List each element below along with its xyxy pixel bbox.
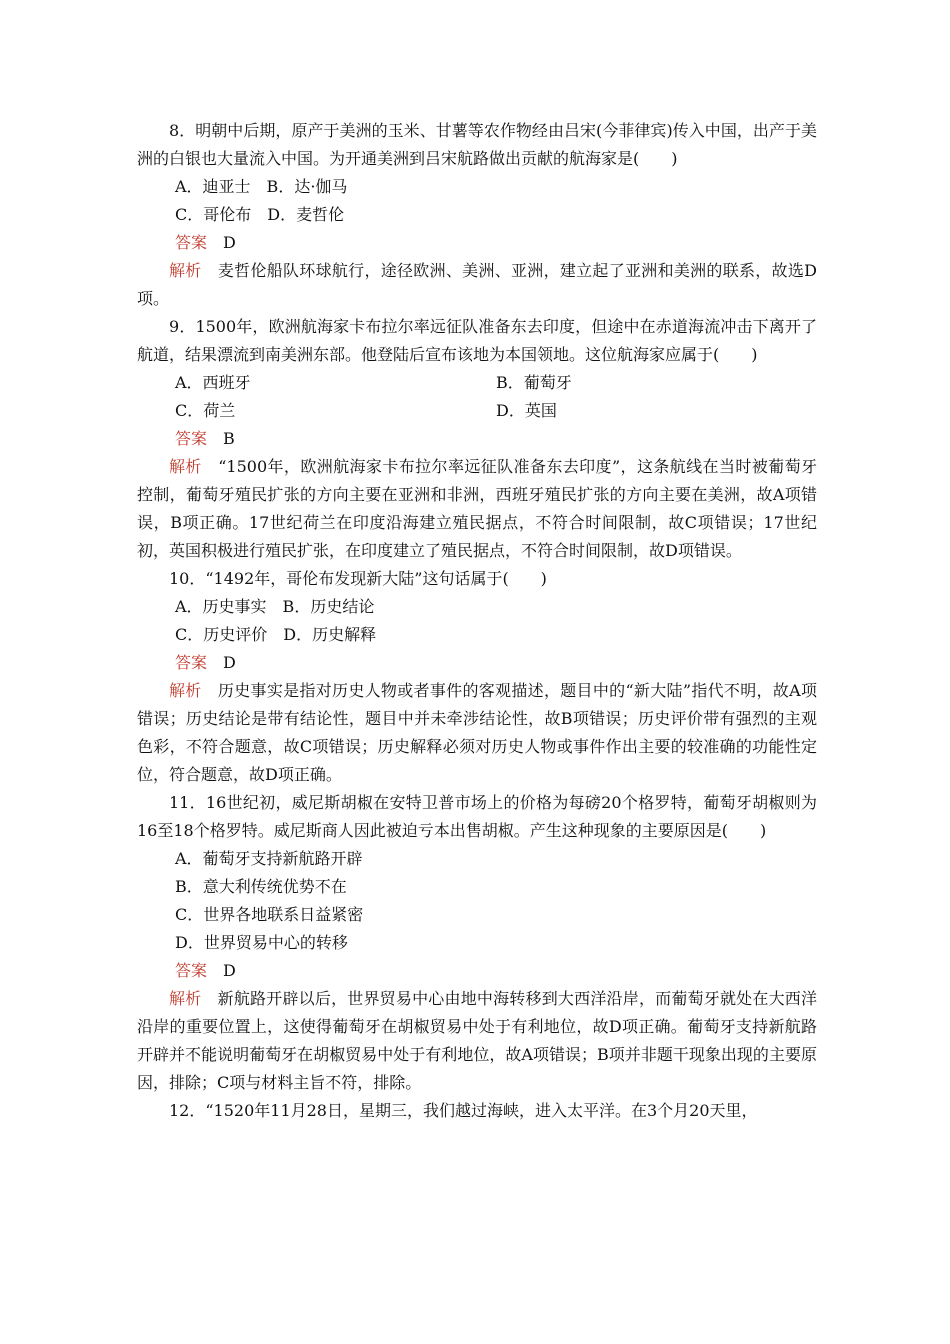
question-9-options-cd [137, 397, 817, 425]
question-12-stem: 12．“1520年11月28日，星期三，我们越过海峡，进入太平洋。在3个月20天里， [169, 1101, 758, 1120]
question-10-answer [137, 649, 817, 677]
option-c: C．荷兰 [175, 401, 236, 420]
question-9-options-ab [137, 369, 817, 397]
analysis-text: 新航路开辟以后，世界贸易中心由地中海转移到大西洋沿岸，而葡萄牙就处在大西洋沿岸的重要位置上，这使得葡萄牙在胡椒贸易中处于有利地位，故D项正确。葡萄牙支持新航路开辟并不能说明葡萄牙在胡椒贸易中处于有利地位，故A项错误；B项并非题干现象出现的主要原因，排除；C项与材料主旨不符，排除。 [137, 989, 817, 1092]
question-9-stem: 9．1500年，欧洲航海家卡布拉尔率远征队准备东去印度，但途中在赤道海流冲击下离开了航道，结果漂流到南美洲东部。他登陆后宣布该地为本国领地。这位航海家应属于( ) [137, 317, 817, 364]
question-11-option-b: B．意大利传统优势不在 [175, 877, 347, 896]
analysis-label: 解析 [169, 261, 202, 280]
answer-label: 答案 [175, 653, 208, 672]
question-10-options-cd: C．历史评价 D．历史解释 [175, 625, 377, 644]
option-a: A．西班牙 [175, 373, 251, 392]
analysis-label: 解析 [169, 989, 202, 1008]
question-8-answer [137, 229, 817, 257]
question-11-option-a: A．葡萄牙支持新航路开辟 [175, 849, 363, 868]
answer-label: 答案 [175, 233, 208, 252]
answer-label: 答案 [175, 429, 208, 448]
answer-value: B [223, 429, 235, 448]
question-10-options-ab: A．历史事实 B．历史结论 [175, 597, 375, 616]
analysis-text: 麦哲伦船队环球航行，途径欧洲、美洲、亚洲，建立起了亚洲和美洲的联系，故选D项。 [137, 261, 817, 308]
analysis-label: 解析 [169, 457, 202, 476]
question-10-stem: 10．“1492年，哥伦布发现新大陆”这句话属于( ) [169, 569, 547, 588]
document-content [137, 117, 817, 1125]
answer-label: 答案 [175, 961, 208, 980]
answer-value: D [223, 961, 236, 980]
answer-value: D [223, 233, 236, 252]
question-10-analysis [137, 677, 817, 789]
analysis-text: “1500年，欧洲航海家卡布拉尔率远征队准备东去印度”，这条航线在当时被葡萄牙控制，葡萄牙殖民扩张的方向主要在亚洲和非洲，西班牙殖民扩张的方向主要在美洲，故A项错误，B项正确。17世纪荷兰在印度沿海建立殖民据点，不符合时间限制，故C项错误；17世纪初，英国积极进行殖民扩张，在印度建立了殖民据点，不符合时间限制，故D项错误。 [137, 457, 817, 560]
question-9-analysis [137, 453, 817, 565]
question-11-answer [137, 957, 817, 985]
question-11-stem: 11．16世纪初，威尼斯胡椒在安特卫普市场上的价格为每磅20个格罗特，葡萄牙胡椒则为16至18个格罗特。威尼斯商人因此被迫亏本出售胡椒。产生这种现象的主要原因是( ) [137, 793, 817, 840]
question-8-stem: 8．明朝中后期，原产于美洲的玉米、甘薯等农作物经由吕宋(今菲律宾)传入中国，出产于美洲的白银也大量流入中国。为开通美洲到吕宋航路做出贡献的航海家是( ) [137, 121, 817, 168]
analysis-label: 解析 [169, 681, 202, 700]
question-8-options-cd: C．哥伦布 D．麦哲伦 [175, 205, 345, 224]
question-11-option-c: C．世界各地联系日益紧密 [175, 905, 364, 924]
question-8-options-ab: A．迪亚士 B．达·伽马 [175, 177, 348, 196]
answer-value: D [223, 653, 236, 672]
option-b: B．葡萄牙 [496, 373, 572, 392]
question-9-answer [137, 425, 817, 453]
option-d: D．英国 [496, 401, 557, 420]
question-11-analysis [137, 985, 817, 1097]
question-8-analysis [137, 257, 817, 313]
analysis-text: 历史事实是指对历史人物或者事件的客观描述，题目中的“新大陆”指代不明，故A项错误；历史结论是带有结论性，题目中并未牵涉结论性，故B项错误；历史评价带有强烈的主观色彩，不符合题意，故C项错误；历史解释必须对历史人物或事件作出主要的较准确的功能性定位，符合题意，故D项正确。 [137, 681, 817, 784]
question-11-option-d: D．世界贸易中心的转移 [175, 933, 348, 952]
